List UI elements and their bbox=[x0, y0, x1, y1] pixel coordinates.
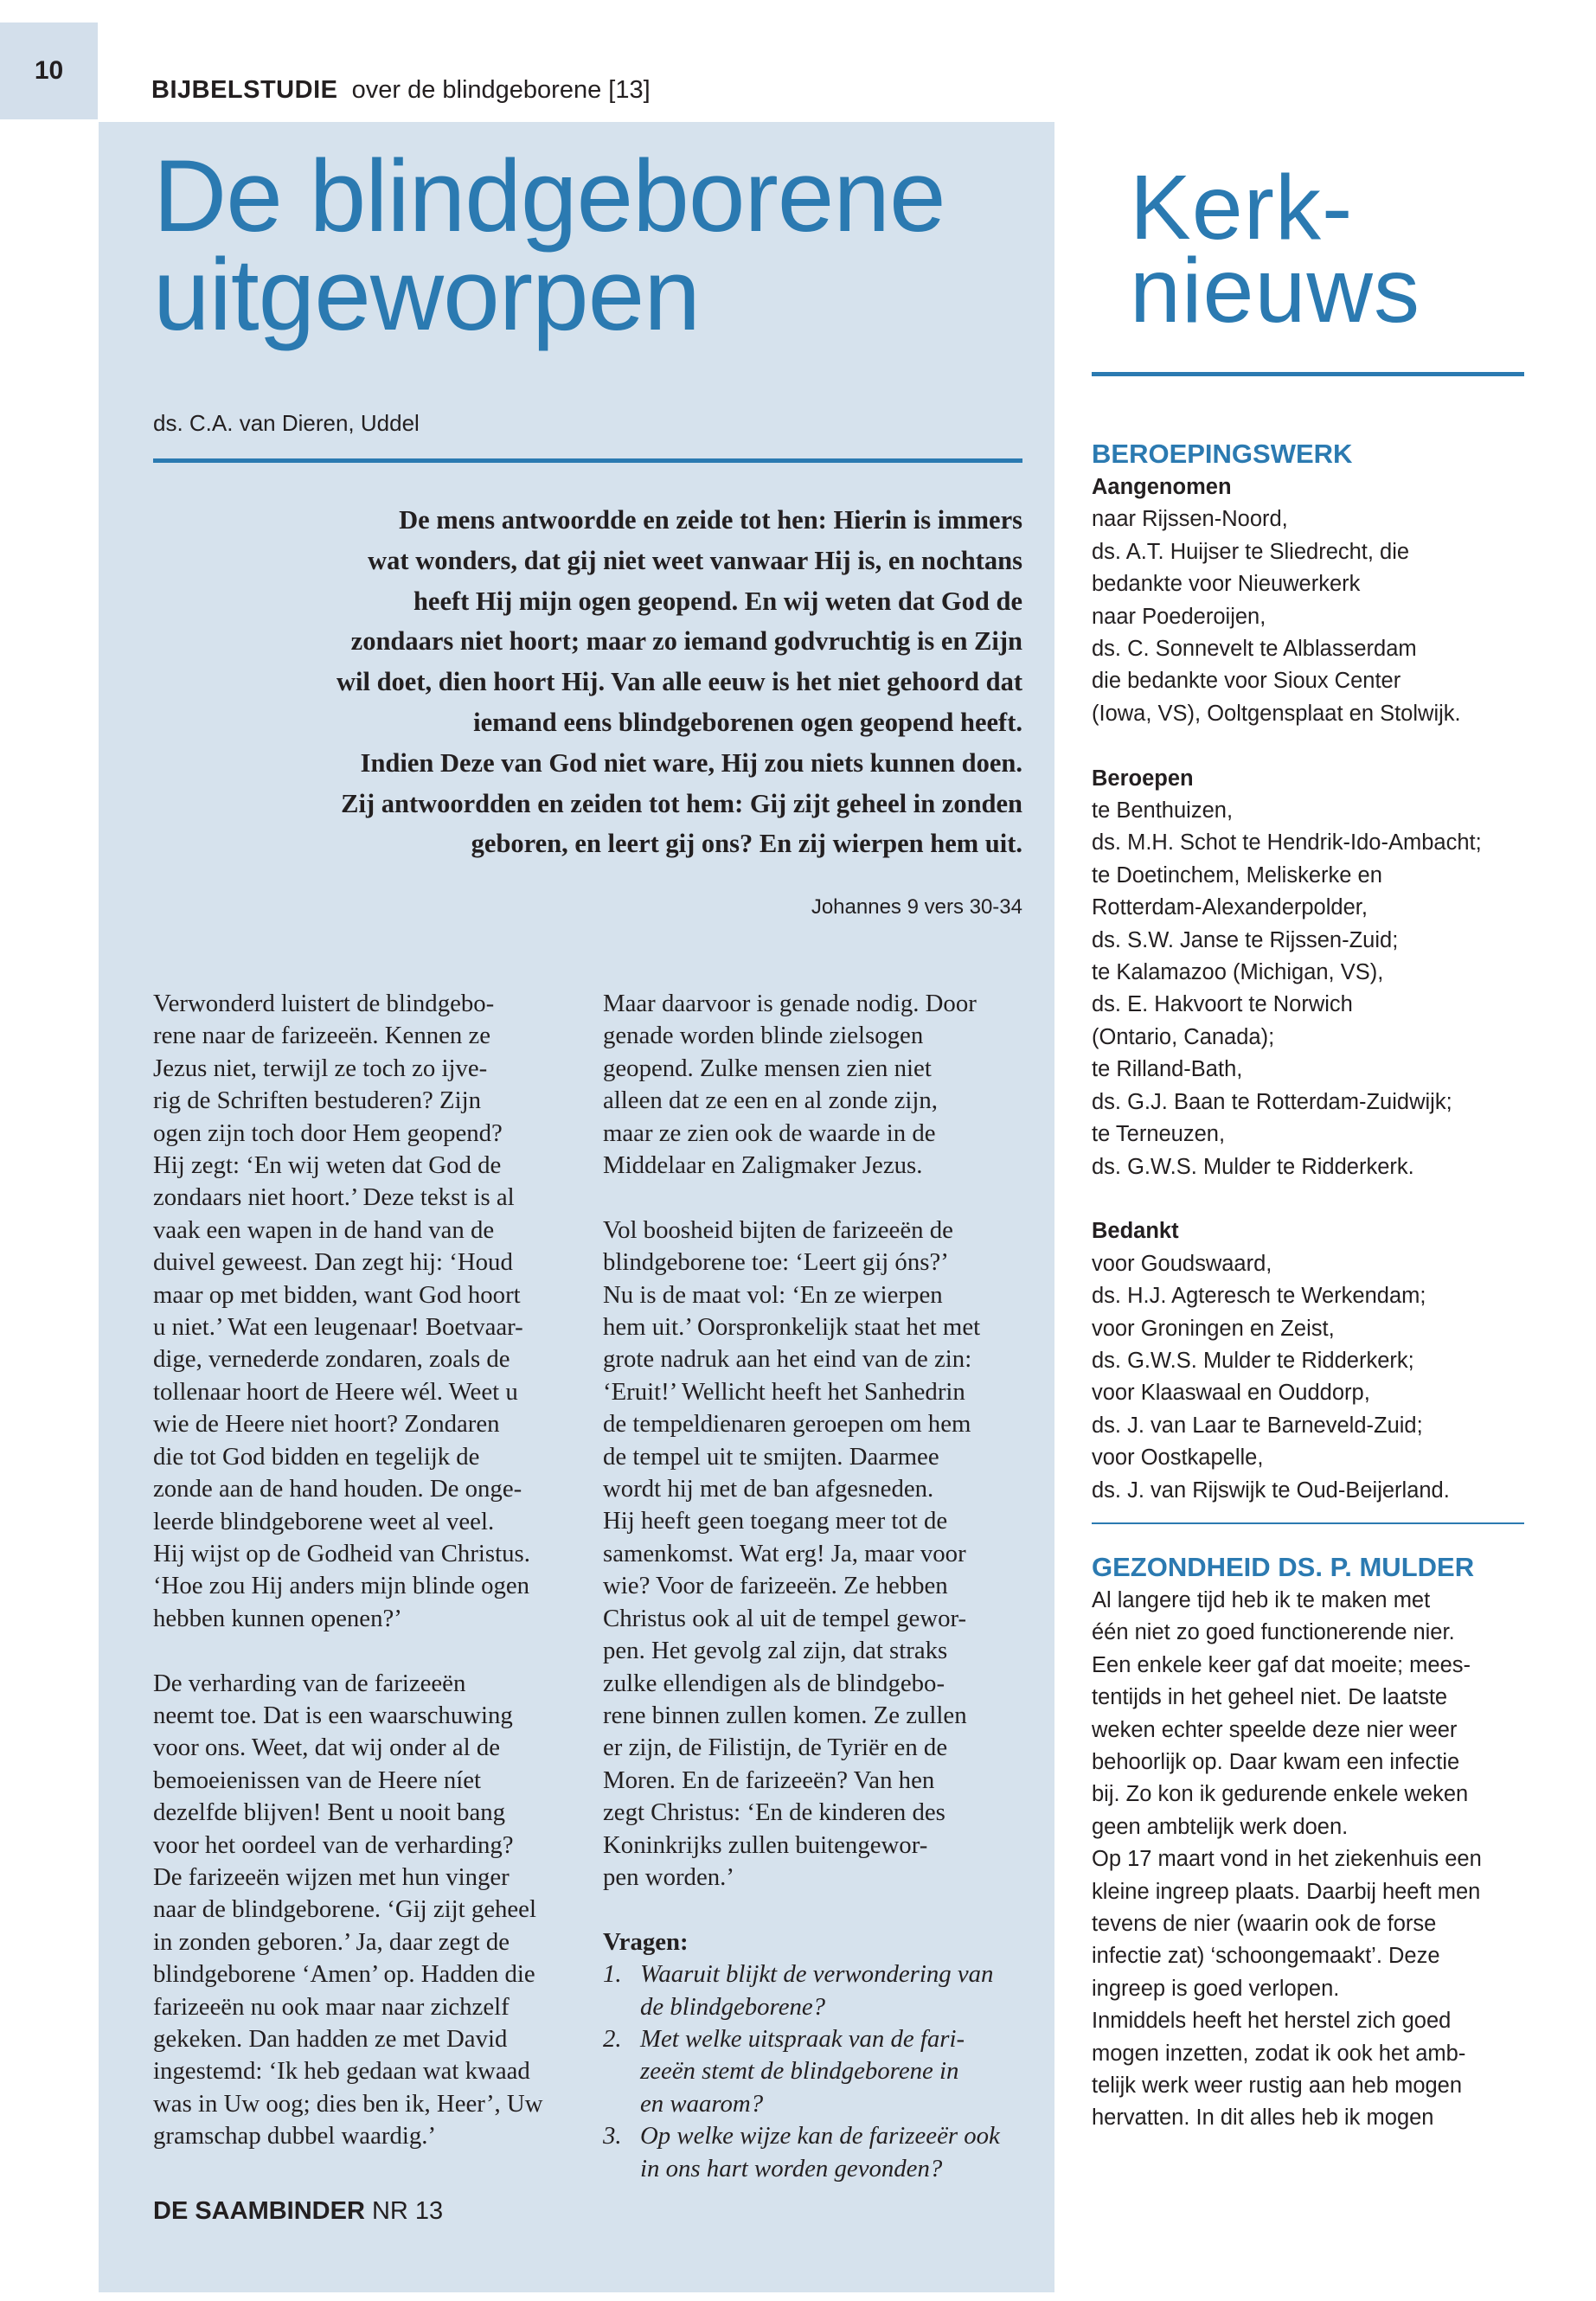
text-line: Moren. En de farizeeën? Van hen bbox=[603, 1766, 935, 1794]
text-line: Christus ook al uit de tempel gewor- bbox=[603, 1604, 967, 1632]
question-number: 2. bbox=[603, 2024, 622, 2053]
gezondheid-line: Een enkele keer gaf dat moeite; mees- bbox=[1092, 1652, 1471, 1677]
text-line: ‘Hoe zou Hij anders mijn blinde ogen bbox=[153, 1572, 530, 1600]
group-line: die bedankte voor Sioux Center bbox=[1092, 669, 1401, 694]
text-line: u niet.’ Wat een leugenaar! Boetvaar- bbox=[153, 1313, 523, 1342]
page-footer bbox=[153, 2197, 443, 2226]
text-line: er zijn, de Filistijn, de Tyriër en de bbox=[603, 1734, 948, 1762]
group-line: ds. G.W.S. Mulder te Ridderkerk; bbox=[1092, 1348, 1414, 1373]
quote-line: heeft Hij mijn ogen geopend. En wij weten dat God de bbox=[413, 586, 1022, 616]
text-line: hem uit.’ Oorspronkelijk staat het met bbox=[603, 1313, 981, 1342]
group-label: Bedankt bbox=[1092, 1219, 1179, 1244]
group-line: voor Groningen en Zeist, bbox=[1092, 1316, 1335, 1341]
running-header bbox=[151, 76, 651, 105]
kerknieuws-column bbox=[1092, 437, 1533, 2135]
text-line: Maar daarvoor is genade nodig. Door bbox=[603, 990, 977, 1017]
question-line: in ons hart worden gevonden? bbox=[640, 2154, 943, 2182]
gezondheid-text bbox=[1092, 1585, 1533, 2135]
kerknieuws-title-line: Kerk- bbox=[1130, 157, 1354, 259]
quote-line: wil doet, dien hoort Hij. Van alle eeuw is het niet gehoord dat bbox=[336, 667, 1022, 697]
gezondheid-line: behoorlijk op. Daar kwam een infectie bbox=[1092, 1750, 1460, 1774]
kerknieuws-title bbox=[1130, 157, 1420, 342]
group-label: Beroepen bbox=[1092, 766, 1194, 791]
gezondheid-line: tentijds in het geheel niet. De laatste bbox=[1092, 1685, 1448, 1710]
quote-line: geboren, en leert gij ons? En zij wierpen hem uit. bbox=[471, 829, 1022, 859]
group-line: naar Poederoijen, bbox=[1092, 604, 1266, 629]
gezondheid-line: ingreep is goed verlopen. bbox=[1092, 1976, 1340, 2001]
text-line: Hij wijst op de Godheid van Christus. bbox=[153, 1539, 530, 1567]
divider bbox=[153, 458, 1022, 463]
quote-line: Zij antwoordden en zeiden tot hem: Gij zijt geheel in zonden bbox=[341, 788, 1022, 818]
beroepingswerk-groups bbox=[1092, 471, 1533, 1507]
text-line: tollenaar hoort de Heere wél. Weet u bbox=[153, 1377, 518, 1406]
text-line: voor ons. Weet, dat wij onder al de bbox=[153, 1734, 501, 1762]
question-line: Met welke uitspraak van de fari- bbox=[640, 2024, 965, 2053]
text-line: Vol boosheid bijten de farizeeën de bbox=[603, 1215, 953, 1244]
text-line: die tot God bidden en tegelijk de bbox=[153, 1442, 480, 1471]
footer-magazine: DE SAAMBINDER bbox=[153, 2197, 365, 2225]
text-line: alleen dat ze een en al zonde zijn, bbox=[603, 1086, 938, 1115]
beroepingswerk-heading: BEROEPINGSWERK bbox=[1092, 439, 1353, 469]
article-column-middle-text bbox=[603, 988, 1040, 1894]
gezondheid-line: telijk werk weer rustig aan heb mogen bbox=[1092, 2073, 1463, 2099]
text-line: maar op met bidden, want God hoort bbox=[153, 1280, 521, 1309]
question-line: zeeën stemt de blindgeborene in bbox=[640, 2057, 959, 2086]
group-line: ds. G.J. Baan te Rotterdam-Zuidwijk; bbox=[1092, 1089, 1452, 1114]
text-line: naar de blindgeborene. ‘Gij zijt geheel bbox=[153, 1895, 536, 1924]
text-line: farizeeën nu ook maar naar zichzelf bbox=[153, 1992, 510, 2021]
group-line: bedankte voor Nieuwerkerk bbox=[1092, 572, 1361, 597]
text-line: ingestemd: ‘Ik heb gedaan wat kwaad bbox=[153, 2057, 530, 2086]
question-item bbox=[603, 2120, 1040, 2185]
quote-line: De mens antwoordde en zeide tot hen: Hierin is immers bbox=[399, 505, 1022, 535]
quote-source: Johannes 9 vers 30-34 bbox=[811, 895, 1022, 919]
text-line: zulke ellendigen als de blindgebo- bbox=[603, 1669, 945, 1697]
quote-line: Indien Deze van God niet ware, Hij zou niets kunnen doen. bbox=[360, 747, 1022, 778]
gezondheid-line: weken echter speelde deze nier weer bbox=[1092, 1717, 1458, 1742]
title-line: De blindgeborene bbox=[153, 139, 945, 253]
text-line: rene naar de farizeeën. Kennen ze bbox=[153, 1022, 491, 1050]
text-line: hebben kunnen openen?’ bbox=[153, 1604, 402, 1632]
question-line: en waarom? bbox=[640, 2089, 764, 2118]
group-line: voor Klaaswaal en Ouddorp, bbox=[1092, 1381, 1370, 1406]
gezondheid-line: hervatten. In dit alles heb ik mogen bbox=[1092, 2106, 1434, 2131]
text-line: Nu is de maat vol: ‘En ze wierpen bbox=[603, 1280, 943, 1309]
text-line: was in Uw oog; dies ben ik, Heer’, Uw bbox=[153, 2089, 543, 2118]
group-line: ds. C. Sonnevelt te Alblasserdam bbox=[1092, 637, 1417, 662]
group-line: ds. S.W. Janse te Rijssen-Zuid; bbox=[1092, 927, 1399, 952]
question-number: 3. bbox=[603, 2122, 622, 2150]
text-line: gekeken. Dan hadden ze met David bbox=[153, 2024, 508, 2053]
gezondheid-line: Inmiddels heeft het herstel zich goed bbox=[1092, 2009, 1452, 2034]
text-line: genade worden blinde zielsogen bbox=[603, 1022, 924, 1050]
text-line: zonde aan de hand houden. De onge- bbox=[153, 1475, 522, 1503]
text-line: Middelaar en Zaligmaker Jezus. bbox=[603, 1151, 923, 1180]
quote-line: zondaars niet hoort; maar zo iemand godvruchtig is en Zijn bbox=[350, 626, 1022, 657]
group-line: te Terneuzen, bbox=[1092, 1122, 1226, 1147]
text-line: zondaars niet hoort.’ Deze tekst is al bbox=[153, 1183, 515, 1212]
header-subtitle: over de blindgeborene [13] bbox=[351, 76, 651, 104]
question-line: Waaruit blijkt de verwondering van bbox=[640, 1960, 994, 1989]
text-line: Hij heeft geen toegang meer tot de bbox=[603, 1507, 948, 1535]
text-line: leerde blindgeborene weet al veel. bbox=[153, 1507, 495, 1535]
title-line: uitgeworpen bbox=[153, 238, 700, 352]
article-column-left bbox=[153, 988, 586, 2153]
group-line: voor Oostkapelle, bbox=[1092, 1445, 1264, 1471]
question-text bbox=[640, 2023, 965, 2120]
text-line: wie de Heere niet hoort? Zondaren bbox=[153, 1410, 500, 1439]
gezondheid-heading: GEZONDHEID DS. P. MULDER bbox=[1092, 1551, 1475, 1582]
group-line: (Iowa, VS), Ooltgensplaat en Stolwijk. bbox=[1092, 701, 1461, 726]
text-line: De verharding van de farizeeën bbox=[153, 1669, 466, 1697]
gezondheid-line: geen ambtelijk werk doen. bbox=[1092, 1814, 1349, 1839]
group-gap bbox=[1092, 730, 1533, 762]
text-line: wordt hij met de ban afgesneden. bbox=[603, 1475, 934, 1503]
gezondheid-line: bij. Zo kon ik gedurende enkele weken bbox=[1092, 1782, 1469, 1807]
group-line: naar Rijssen-Noord, bbox=[1092, 507, 1288, 532]
page-number: 10 bbox=[0, 22, 98, 119]
text-line: in zonden geboren.’ Ja, daar zegt de bbox=[153, 1927, 510, 1956]
text-line: dige, vernederde zondaren, zoals de bbox=[153, 1345, 510, 1374]
question-text bbox=[640, 2120, 1000, 2185]
article-title bbox=[153, 139, 1035, 352]
text-line: dezelfde blijven! Bent u nooit bang bbox=[153, 1798, 506, 1827]
text-line: ‘Eruit!’ Wellicht heeft het Sanhedrin bbox=[603, 1377, 965, 1406]
question-line: Op welke wijze kan de farizeeër ook bbox=[640, 2122, 1000, 2150]
quote-line: wat wonders, dat gij niet weet vanwaar Hij is, en nochtans bbox=[368, 545, 1022, 575]
question-item bbox=[603, 2023, 1040, 2120]
footer-issue: NR 13 bbox=[371, 2197, 444, 2225]
group-line: ds. G.W.S. Mulder te Ridderkerk. bbox=[1092, 1154, 1414, 1179]
question-text bbox=[640, 1958, 993, 2023]
group-line: ds. J. van Laar te Barneveld-Zuid; bbox=[1092, 1413, 1423, 1438]
question-line: de blindgeborene? bbox=[640, 1992, 826, 2021]
paragraph-gap bbox=[603, 1894, 1040, 1926]
group-line: Rotterdam-Alexanderpolder, bbox=[1092, 895, 1368, 920]
gezondheid-line: mogen inzetten, zodat ik ook het amb- bbox=[1092, 2041, 1466, 2066]
text-line: Koninkrijks zullen buitengewor- bbox=[603, 1830, 928, 1859]
group-line: (Ontario, Canada); bbox=[1092, 1024, 1275, 1049]
text-line: de tempeldienaren geroepen om hem bbox=[603, 1410, 971, 1439]
text-line: Jezus niet, terwijl ze toch zo ijve- bbox=[153, 1054, 488, 1082]
section-divider bbox=[1092, 1522, 1524, 1524]
quote-line: iemand eens blindgeborenen ogen geopend heeft. bbox=[473, 707, 1022, 737]
group-line: ds. H.J. Agteresch te Werkendam; bbox=[1092, 1284, 1426, 1309]
scripture-quote bbox=[153, 500, 1022, 864]
text-line: de tempel uit te smijten. Daarmee bbox=[603, 1442, 939, 1471]
text-line: zegt Christus: ‘En de kinderen des bbox=[603, 1798, 945, 1827]
text-line: ogen zijn toch door Hem geopend? bbox=[153, 1118, 503, 1147]
text-line: wie? Voor de farizeeën. Ze hebben bbox=[603, 1572, 948, 1600]
gezondheid-line: Al langere tijd heb ik te maken met bbox=[1092, 1587, 1431, 1612]
text-line: duivel geweest. Dan zegt hij: ‘Houd bbox=[153, 1248, 513, 1277]
text-line: blindgeborene ‘Amen’ op. Hadden die bbox=[153, 1960, 535, 1989]
paragraph-gap bbox=[153, 1635, 586, 1667]
gezondheid-line: tevens de nier (waarin ook de forse bbox=[1092, 1912, 1437, 1937]
group-line: ds. A.T. Huijser te Sliedrecht, die bbox=[1092, 539, 1410, 564]
group-line: ds. J. van Rijswijk te Oud-Beijerland. bbox=[1092, 1477, 1450, 1503]
text-line: neemt toe. Dat is een waarschuwing bbox=[153, 1701, 513, 1729]
kerknieuws-divider bbox=[1092, 372, 1524, 376]
question-item bbox=[603, 1958, 1040, 2023]
text-line: samenkomst. Wat erg! Ja, maar voor bbox=[603, 1539, 966, 1567]
text-line: bemoeienissen van de Heere níet bbox=[153, 1766, 481, 1794]
group-line: te Doetinchem, Meliskerke en bbox=[1092, 862, 1382, 888]
article-author: ds. C.A. van Dieren, Uddel bbox=[153, 410, 420, 436]
group-gap bbox=[1092, 1183, 1533, 1215]
text-line: blindgeborene toe: ‘Leert gij óns?’ bbox=[603, 1248, 949, 1277]
text-line: voor het oordeel van de verharding? bbox=[153, 1830, 514, 1859]
group-line: te Kalamazoo (Michigan, VS), bbox=[1092, 960, 1384, 985]
text-line: maar ze zien ook de waarde in de bbox=[603, 1118, 936, 1147]
text-line: pen worden.’ bbox=[603, 1862, 734, 1891]
group-line: te Benthuizen, bbox=[1092, 798, 1234, 824]
gezondheid-line: één niet zo goed functionerende nier. bbox=[1092, 1620, 1455, 1645]
header-section: BIJBELSTUDIE bbox=[151, 76, 338, 104]
gezondheid-line: kleine ingreep plaats. Daarbij heeft men bbox=[1092, 1879, 1481, 1904]
group-line: ds. M.H. Schot te Hendrik-Ido-Ambacht; bbox=[1092, 830, 1482, 856]
question-number: 1. bbox=[603, 1960, 622, 1989]
kerknieuws-title-line: nieuws bbox=[1130, 240, 1420, 342]
gezondheid-line: Op 17 maart vond in het ziekenhuis een bbox=[1092, 1847, 1482, 1872]
article-column-middle bbox=[603, 988, 1040, 2185]
text-line: Verwonderd luistert de blindgebo- bbox=[153, 990, 495, 1017]
text-line: pen. Het gevolg zal zijn, dat straks bbox=[603, 1637, 948, 1665]
text-line: rene binnen zullen komen. Ze zullen bbox=[603, 1701, 967, 1729]
text-line: rig de Schriften bestuderen? Zijn bbox=[153, 1086, 482, 1115]
text-line: Hij zegt: ‘En wij weten dat God de bbox=[153, 1151, 502, 1180]
group-line: voor Goudswaard, bbox=[1092, 1251, 1272, 1276]
group-line: ds. E. Hakvoort te Norwich bbox=[1092, 992, 1353, 1017]
text-line: vaak een wapen in de hand van de bbox=[153, 1215, 495, 1244]
questions-title: Vragen: bbox=[603, 1927, 689, 1956]
paragraph-gap bbox=[603, 1182, 1040, 1214]
text-line: De farizeeën wijzen met hun vinger bbox=[153, 1862, 510, 1891]
text-line: geopend. Zulke mensen zien niet bbox=[603, 1054, 932, 1082]
text-line: gramschap dubbel waardig.’ bbox=[153, 2122, 437, 2150]
group-label: Aangenomen bbox=[1092, 475, 1232, 499]
group-line: te Rilland-Bath, bbox=[1092, 1057, 1243, 1082]
text-line: grote nadruk aan het eind van de zin: bbox=[603, 1345, 972, 1374]
gezondheid-line: infectie zat) ‘schoongemaakt’. Deze bbox=[1092, 1944, 1440, 1969]
